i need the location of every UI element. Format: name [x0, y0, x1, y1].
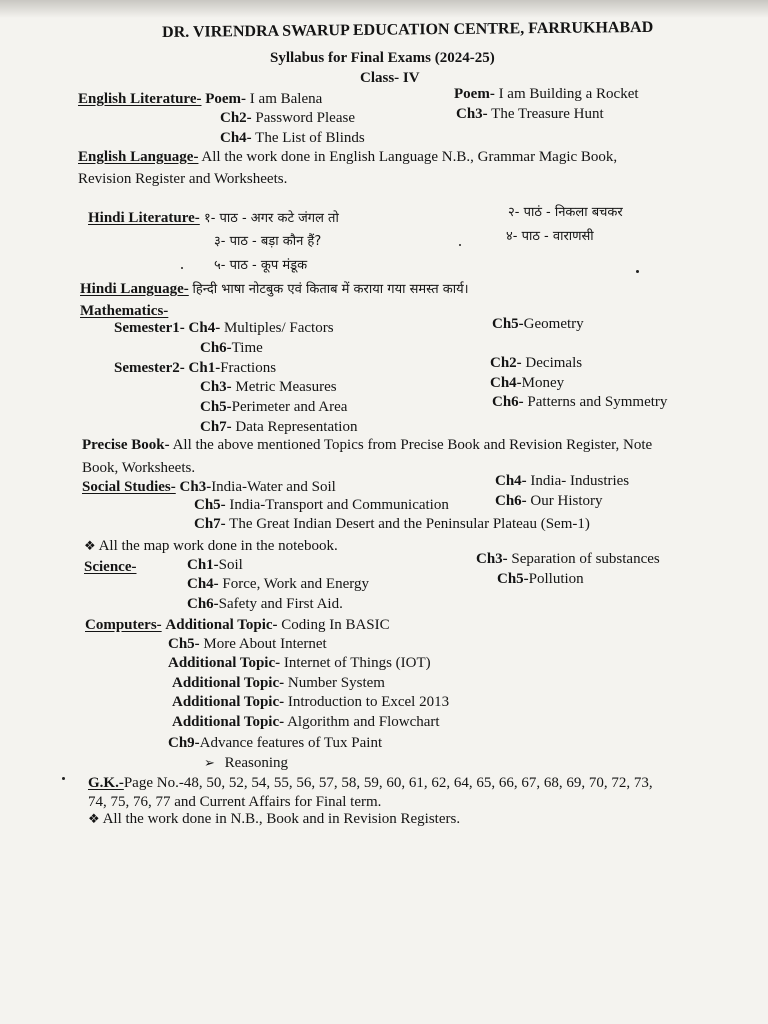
- sem2-ch1-title: Fractions: [220, 360, 277, 376]
- eng-ch2-title: Password Please: [255, 110, 355, 126]
- poem2-label: Poem-: [454, 86, 495, 102]
- comp-algo: [172, 713, 440, 731]
- sem2-ch3-label: Ch3-: [200, 379, 232, 395]
- school-name: DR. VIRENDRA SWARUP EDUCATION CENTRE, FARRUKHABAD: [162, 18, 654, 41]
- sem2-ch4-title: Money: [521, 375, 565, 391]
- comp-ch9: [168, 734, 382, 752]
- sci-ch1: [187, 556, 243, 574]
- sst-ch3-label: Ch3-: [179, 479, 212, 495]
- sem1-ch4-title: Multiples/ Factors: [223, 320, 334, 336]
- eng-ch3-title: The Treasure Hunt: [491, 106, 604, 122]
- sem1-ch6: [200, 339, 263, 357]
- sem2-ch6-title: Patterns and Symmetry: [527, 394, 668, 410]
- sem2-ch6: [492, 393, 667, 411]
- sst-ch3-title: India-Water and Soil: [211, 479, 336, 495]
- precise-text2: Book, Worksheets.: [82, 460, 196, 476]
- sci-ch5: [497, 570, 584, 588]
- sci-ch4: [187, 575, 369, 593]
- sci-ch3-title: Separation of substances: [511, 551, 660, 567]
- sci-ch4-title: Force, Work and Energy: [222, 576, 369, 592]
- comp-ch5-title: More About Internet: [203, 636, 327, 652]
- maths-sem1-row: [114, 319, 334, 337]
- sem2-ch3: [200, 378, 337, 396]
- eng-ch3-label: Ch3-: [456, 106, 488, 122]
- sst-ch6: [495, 492, 603, 510]
- comp-topic-iot: Internet of Things (IOT): [283, 655, 431, 671]
- class-label: Class- IV: [360, 70, 420, 86]
- english-lang-label: English Language-: [78, 149, 199, 165]
- comp-reasoning-text: Reasoning: [224, 755, 288, 771]
- sem2-ch5: [200, 398, 347, 416]
- scan-speck: [181, 267, 183, 269]
- eng-ch4: [220, 129, 365, 147]
- additional-topic-label: Additional Topic-: [165, 617, 278, 633]
- sem1-ch6-label: Ch6-: [200, 340, 232, 356]
- sem2-ch6-label: Ch6-: [492, 394, 524, 410]
- hindi-lang-row: [80, 280, 469, 299]
- sst-ch5: [194, 496, 449, 514]
- sst-label: Social Studies-: [82, 479, 176, 495]
- english-lang-text2: Revision Register and Worksheets.: [78, 171, 288, 187]
- eng-ch4-label: Ch4-: [220, 130, 252, 146]
- sem2-ch4-label: Ch4-: [490, 375, 522, 391]
- hindi-lit-item2: २- पाठं - निकला बचकर: [508, 205, 623, 220]
- sci-ch5-title: Pollution: [528, 571, 584, 587]
- sci-ch6-label: Ch6-: [187, 596, 219, 612]
- sst-ch4-label: Ch4-: [495, 473, 527, 489]
- sci-ch4-label: Ch4-: [187, 576, 219, 592]
- hindi-lit-row1: [88, 209, 339, 228]
- sci-ch3-label: Ch3-: [476, 551, 508, 567]
- scan-edge-shadow: [0, 0, 768, 18]
- comp-ch5: [168, 635, 327, 653]
- additional-topic-label: Additional Topic-: [168, 655, 281, 671]
- comp-ch9-label: Ch9-: [168, 735, 200, 751]
- computers-label: Computers-: [85, 617, 162, 633]
- sst-ch4-title: India- Industries: [530, 473, 630, 489]
- diamond-bullet-icon: ❖: [84, 539, 96, 554]
- scan-speck: [62, 777, 65, 780]
- sci-ch1-title: Soil: [218, 557, 243, 573]
- sem1-ch5-title: Geometry: [523, 316, 584, 332]
- scan-speck: [636, 270, 639, 273]
- hindi-lang-label: Hindi Language-: [80, 281, 189, 297]
- hindi-lit-label: Hindi Literature-: [88, 210, 200, 226]
- gk-note-text: All the work done in N.B., Book and in Revision Registers.: [102, 811, 461, 827]
- sem2-label: Semester2-: [114, 360, 185, 376]
- sci-ch3: [476, 550, 660, 568]
- science-label: Science-: [84, 559, 137, 575]
- gk-text1: Page No.-48, 50, 52, 54, 55, 56, 57, 58, 59, 60, 61, 62, 64, 65, 66, 67, 68, 69, 70, 72, 73,: [123, 775, 653, 791]
- hindi-lang-text: हिन्दी भाषा नोटबुक एवं किताब में कराया गया समस्त कार्य।: [192, 282, 469, 297]
- additional-topic-label: Additional Topic-: [172, 714, 285, 730]
- poem1-title: I am Balena: [249, 91, 323, 107]
- sem2-ch2: [490, 354, 582, 372]
- sci-ch1-label: Ch1-: [187, 557, 219, 573]
- sci-ch5-label: Ch5-: [497, 571, 529, 587]
- eng-ch2-label: Ch2-: [220, 110, 252, 126]
- sem2-ch7-label: Ch7-: [200, 419, 232, 435]
- sem1-ch5: [492, 315, 584, 333]
- sem2-ch3-title: Metric Measures: [235, 379, 337, 395]
- syllabus-title: Syllabus for Final Exams (2024-25): [270, 50, 495, 66]
- precise-text1: All the above mentioned Topics from Precise Book and Revision Register, Note: [172, 437, 653, 453]
- sem1-ch5-label: Ch5-: [492, 316, 524, 332]
- english-lang-row1: [78, 148, 617, 166]
- comp-iot: [168, 654, 431, 672]
- comp-row1: [85, 616, 390, 634]
- sst-ch5-title: India-Transport and Communication: [229, 497, 449, 513]
- hindi-lit-item5: ५- पाठ - कूप मंडूक: [214, 258, 308, 273]
- sci-ch6: [187, 595, 343, 613]
- eng-ch3: [456, 105, 604, 123]
- sem2-ch5-title: Perimeter and Area: [231, 399, 348, 415]
- diamond-bullet-icon: ❖: [88, 812, 100, 827]
- sst-ch7-label: Ch7-: [194, 516, 226, 532]
- sst-ch5-label: Ch5-: [194, 497, 226, 513]
- english-lit-label: English Literature-: [78, 91, 202, 107]
- sst-ch7: [194, 515, 590, 533]
- english-lit-row1: [78, 90, 322, 108]
- sst-note-text: All the map work done in the notebook.: [98, 538, 338, 554]
- comp-reasoning: [204, 754, 288, 773]
- sci-ch6-title: Safety and First Aid.: [218, 596, 343, 612]
- comp-ch9-title: Advance features of Tux Paint: [199, 735, 383, 751]
- additional-topic-label: Additional Topic-: [172, 694, 285, 710]
- precise-label: Precise Book-: [82, 437, 170, 453]
- eng-ch2: [220, 109, 355, 127]
- sem1-label: Semester1-: [114, 320, 185, 336]
- gk-text2: 74, 75, 76, 77 and Current Affairs for Final term.: [88, 794, 382, 810]
- arrow-bullet-icon: ➢: [204, 756, 215, 771]
- eng-ch4-title: The List of Blinds: [255, 130, 365, 146]
- comp-excel: [172, 693, 449, 711]
- maths-sem2-row: [114, 359, 276, 377]
- scan-speck: [459, 244, 461, 246]
- sem1-ch6-title: Time: [231, 340, 263, 356]
- hindi-lit-item1: १- पाठ - अगर कटे जंगल तो: [203, 211, 339, 226]
- gk-label: G.K.-: [88, 775, 124, 791]
- hindi-lit-item3: ३- पाठ - बड़ा कौन हैं?: [214, 234, 322, 249]
- hindi-lit-item4: ४- पाठ - वाराणसी: [506, 229, 594, 244]
- sst-note: [84, 537, 338, 556]
- sst-ch4: [495, 472, 629, 490]
- sem2-ch4: [490, 374, 564, 392]
- comp-topic-basic: Coding In BASIC: [281, 617, 390, 633]
- comp-topic-algo: Algorithm and Flowchart: [287, 714, 440, 730]
- sem2-ch7-title: Data Representation: [235, 419, 358, 435]
- poem2-title: I am Building a Rocket: [498, 86, 639, 102]
- poem2: [454, 85, 639, 103]
- sem2-ch2-label: Ch2-: [490, 355, 522, 371]
- sst-row1: [82, 478, 336, 496]
- sst-ch6-label: Ch6-: [495, 493, 527, 509]
- additional-topic-label: Additional Topic-: [172, 675, 285, 691]
- english-lang-text1: All the work done in English Language N.B., Grammar Magic Book,: [201, 149, 618, 165]
- gk-row1: [88, 774, 653, 792]
- sem2-ch2-title: Decimals: [525, 355, 583, 371]
- comp-topic-number: Number System: [287, 675, 385, 691]
- comp-topic-excel: Introduction to Excel 2013: [287, 694, 450, 710]
- comp-ch5-label: Ch5-: [168, 636, 200, 652]
- precise-row1: [82, 436, 652, 454]
- sst-ch7-title: The Great Indian Desert and the Peninsular Plateau (Sem-1): [229, 516, 590, 532]
- comp-number: [172, 674, 385, 692]
- sst-ch6-title: Our History: [530, 493, 603, 509]
- sem1-ch4-label: Ch4-: [188, 320, 221, 336]
- poem1-label: Poem-: [205, 91, 247, 107]
- sem2-ch5-label: Ch5-: [200, 399, 232, 415]
- sem2-ch1-label: Ch1-: [188, 360, 221, 376]
- gk-note: [88, 810, 460, 829]
- maths-label: Mathematics-: [80, 303, 169, 319]
- sem2-ch7: [200, 418, 357, 436]
